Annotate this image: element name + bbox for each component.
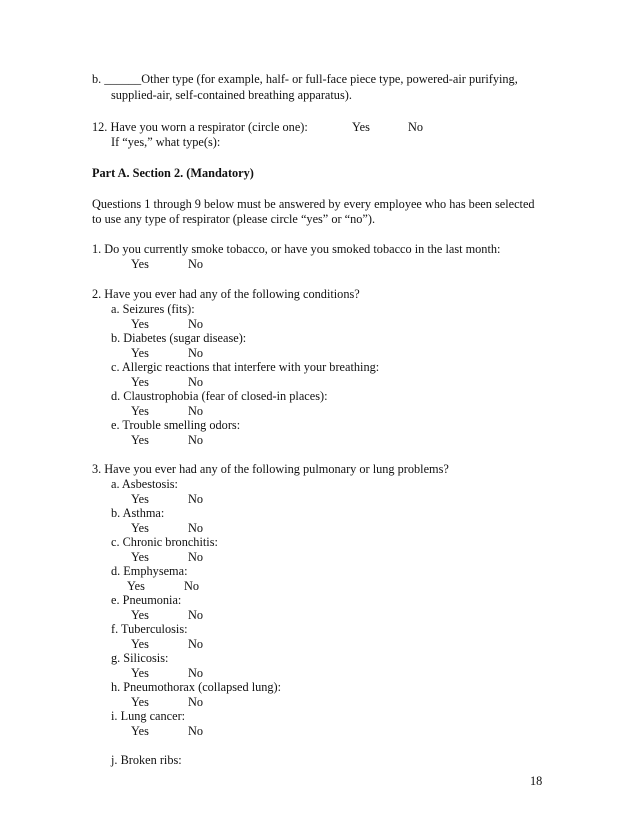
q3-e-no[interactable]: No — [188, 608, 204, 622]
q2-a-label: a. Seizures (fits): — [111, 302, 195, 316]
q3-f-no[interactable]: No — [188, 637, 204, 651]
q2-d-label: d. Claustrophobia (fear of closed-in places): — [111, 389, 328, 403]
q2-e-label: e. Trouble smelling odors: — [111, 418, 241, 432]
q3-h-yes[interactable]: Yes — [131, 695, 149, 709]
q3-j-label: j. Broken ribs: — [111, 753, 182, 767]
q3-h-label: h. Pneumothorax (collapsed lung): — [111, 680, 282, 694]
section-title: Part A. Section 2. (Mandatory) — [92, 166, 254, 180]
q12-yes[interactable]: Yes — [352, 120, 370, 134]
intro-line2: to use any type of respirator (please circle “yes” or “no”). — [92, 212, 376, 226]
q2-b-no[interactable]: No — [188, 346, 204, 360]
q1-no[interactable]: No — [188, 257, 204, 271]
page-number: 18 — [530, 774, 543, 788]
q2-e-yes[interactable]: Yes — [131, 433, 149, 447]
q3-g-no[interactable]: No — [188, 666, 204, 680]
q3-b-label: b. Asthma: — [111, 506, 165, 520]
q3-a-label: a. Asbestosis: — [111, 477, 178, 491]
q12-followup: If “yes,” what type(s): — [111, 135, 221, 149]
q3-a-no[interactable]: No — [188, 492, 204, 506]
q3-e-label: e. Pneumonia: — [111, 593, 182, 607]
q3-f-label: f. Tuberculosis: — [111, 622, 188, 636]
q3-i-yes[interactable]: Yes — [131, 724, 149, 738]
q3-d-yes[interactable]: Yes — [127, 579, 145, 593]
q3-c-label: c. Chronic bronchitis: — [111, 535, 218, 549]
q3-f-yes[interactable]: Yes — [131, 637, 149, 651]
q2-c-yes[interactable]: Yes — [131, 375, 149, 389]
q2-d-no[interactable]: No — [188, 404, 204, 418]
q2-d-yes[interactable]: Yes — [131, 404, 149, 418]
q12-text: 12. Have you worn a respirator (circle one): — [92, 120, 308, 134]
q2-a-no[interactable]: No — [188, 317, 204, 331]
item-b-line1: b. ______Other type (for example, half- or full-face piece type, powered-air purifying, — [92, 72, 518, 86]
q3-c-no[interactable]: No — [188, 550, 204, 564]
q2-text: 2. Have you ever had any of the following conditions? — [92, 287, 360, 301]
q2-a-yes[interactable]: Yes — [131, 317, 149, 331]
item-b-line2: supplied-air, self-contained breathing apparatus). — [111, 88, 352, 102]
intro-line1: Questions 1 through 9 below must be answered by every employee who has been selected — [92, 197, 535, 211]
q3-b-yes[interactable]: Yes — [131, 521, 149, 535]
q2-b-label: b. Diabetes (sugar disease): — [111, 331, 247, 345]
q3-i-no[interactable]: No — [188, 724, 204, 738]
q3-d-label: d. Emphysema: — [111, 564, 188, 578]
q3-b-no[interactable]: No — [188, 521, 204, 535]
q12-no[interactable]: No — [408, 120, 424, 134]
q2-c-no[interactable]: No — [188, 375, 204, 389]
q3-c-yes[interactable]: Yes — [131, 550, 149, 564]
q3-h-no[interactable]: No — [188, 695, 204, 709]
q2-c-label: c. Allergic reactions that interfere with your breathing: — [111, 360, 380, 374]
q2-e-no[interactable]: No — [188, 433, 204, 447]
q3-d-no[interactable]: No — [184, 579, 200, 593]
q2-b-yes[interactable]: Yes — [131, 346, 149, 360]
q3-g-yes[interactable]: Yes — [131, 666, 149, 680]
q1-text: 1. Do you currently smoke tobacco, or have you smoked tobacco in the last month: — [92, 242, 501, 256]
q3-i-label: i. Lung cancer: — [111, 709, 186, 723]
q3-text: 3. Have you ever had any of the following pulmonary or lung problems? — [92, 462, 449, 476]
q3-e-yes[interactable]: Yes — [131, 608, 149, 622]
q1-yes[interactable]: Yes — [131, 257, 149, 271]
q3-a-yes[interactable]: Yes — [131, 492, 149, 506]
q3-g-label: g. Silicosis: — [111, 651, 169, 665]
